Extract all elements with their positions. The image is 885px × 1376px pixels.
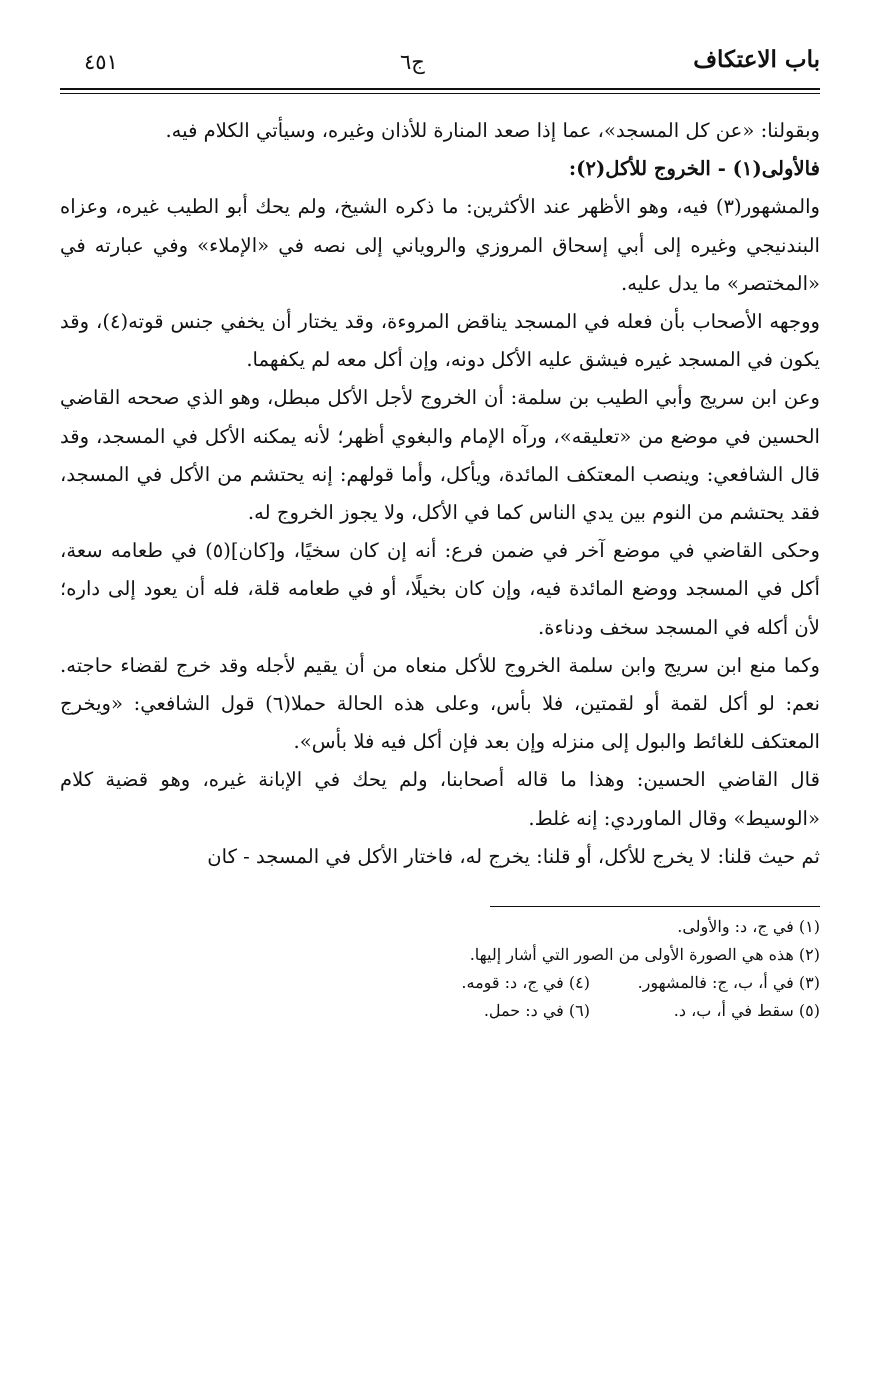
- footnote-3: (٣) في أ، ب، ج: فالمشهور.: [637, 973, 820, 993]
- footnote-row: [60, 969, 820, 997]
- footnotes: [60, 913, 820, 1025]
- book-page: [60, 44, 820, 1025]
- paragraph: وكما منع ابن سريج وابن سلمة الخروج للأكل منعاه من أن يقيم لأجله وقد خرج لقضاء حاجته. نعم: لو أكل لقمة أو لقمتين، فلا بأس، وعلى هذه الحالة حملا(٦) قول الشافعي: «ويخرج المعتكف للغائط والبول إلى منزله وإن بعد فإن أكل فيه فلا بأس».: [60, 653, 820, 754]
- footnote-6: (٦) في د: حمل.: [483, 1001, 590, 1021]
- chapter-title: باب الاعتكاف: [693, 46, 820, 73]
- main-text: [60, 112, 820, 876]
- volume-label: ج٦: [400, 50, 425, 74]
- paragraph: والمشهور(٣) فيه، وهو الأظهر عند الأكثرين: ما ذكره الشيخ، ولم يحك أبو الطيب غيره، وعزاه البندنيجي وغيره إلى أبي إسحاق المروزي والروياني إلى نصه في «الإملاء» وفي عبارته في «المختصر» ما يدل عليه.: [60, 195, 820, 295]
- footnote-5: (٥) سقط في أ، ب، د.: [673, 1001, 820, 1021]
- paragraph: ووجهه الأصحاب بأن فعله في المسجد يناقض المروءة، وقد يختار أن يخفي جنس قوته(٤)، وقد يكون في المسجد غيره فيشق عليه الأكل دونه، وإن أكل معه لم يكفهما.: [60, 310, 820, 372]
- page-number: ٤٥١: [84, 50, 118, 74]
- paragraph: وحكى القاضي في موضع آخر في ضمن فرع: أنه إن كان سخيًا، و[كان](٥) في طعامه سعة، أكل في المسجد ووضع المائدة فيه، وإن كان بخيلًا، أو في طعامه قلة، فله أن يعود إلى داره؛ لأن أكله في المسجد سخف ودناءة.: [60, 539, 820, 639]
- footnote-2: (٢) هذه هي الصورة الأولى من الصور التي أشار إليها.: [469, 945, 820, 965]
- section-heading: فالأولى(١) - الخروج للأكل(٢):: [568, 157, 820, 181]
- footnote-row: [60, 941, 820, 969]
- paragraph: ثم حيث قلنا: لا يخرج للأكل، أو قلنا: يخرج له، فاختار الأكل في المسجد - كان: [207, 844, 820, 868]
- footnote-row: [60, 913, 820, 941]
- paragraph: وعن ابن سريج وأبي الطيب بن سلمة: أن الخروج لأجل الأكل مبطل، وهو الذي صححه القاضي الحسين في موضع من «تعليقه»، ورآه الإمام والبغوي أظهر؛ لأنه يمكنه الأكل في المسجد، وقد قال الشافعي: وينصب المعتكف المائدة، ويأكل، وأما قولهم: إنه يحتشم من الأكل في المسجد، فقد يحتشم من النوم بين يدي الناس كما في الأكل، ولا يجوز الخروج له.: [60, 386, 820, 525]
- footnote-4: (٤) في ج، د: قومه.: [461, 973, 590, 993]
- paragraph: وبقولنا: «عن كل المسجد»، عما إذا صعد المنارة للأذان وغيره، وسيأتي الكلام فيه.: [165, 119, 820, 142]
- paragraph: قال القاضي الحسين: وهذا ما قاله أصحابنا، ولم يحك في الإبانة غيره، وهو قضية كلام «الوسيط» وقال الماوردي: إنه غلط.: [60, 768, 820, 830]
- page-header: [60, 44, 820, 86]
- footnote-row: [60, 997, 820, 1025]
- header-rule-thin: [60, 93, 820, 94]
- footnote-1: (١) في ج، د: والأولى.: [677, 917, 820, 937]
- header-rule: [60, 88, 820, 90]
- footnote-separator: [490, 906, 820, 907]
